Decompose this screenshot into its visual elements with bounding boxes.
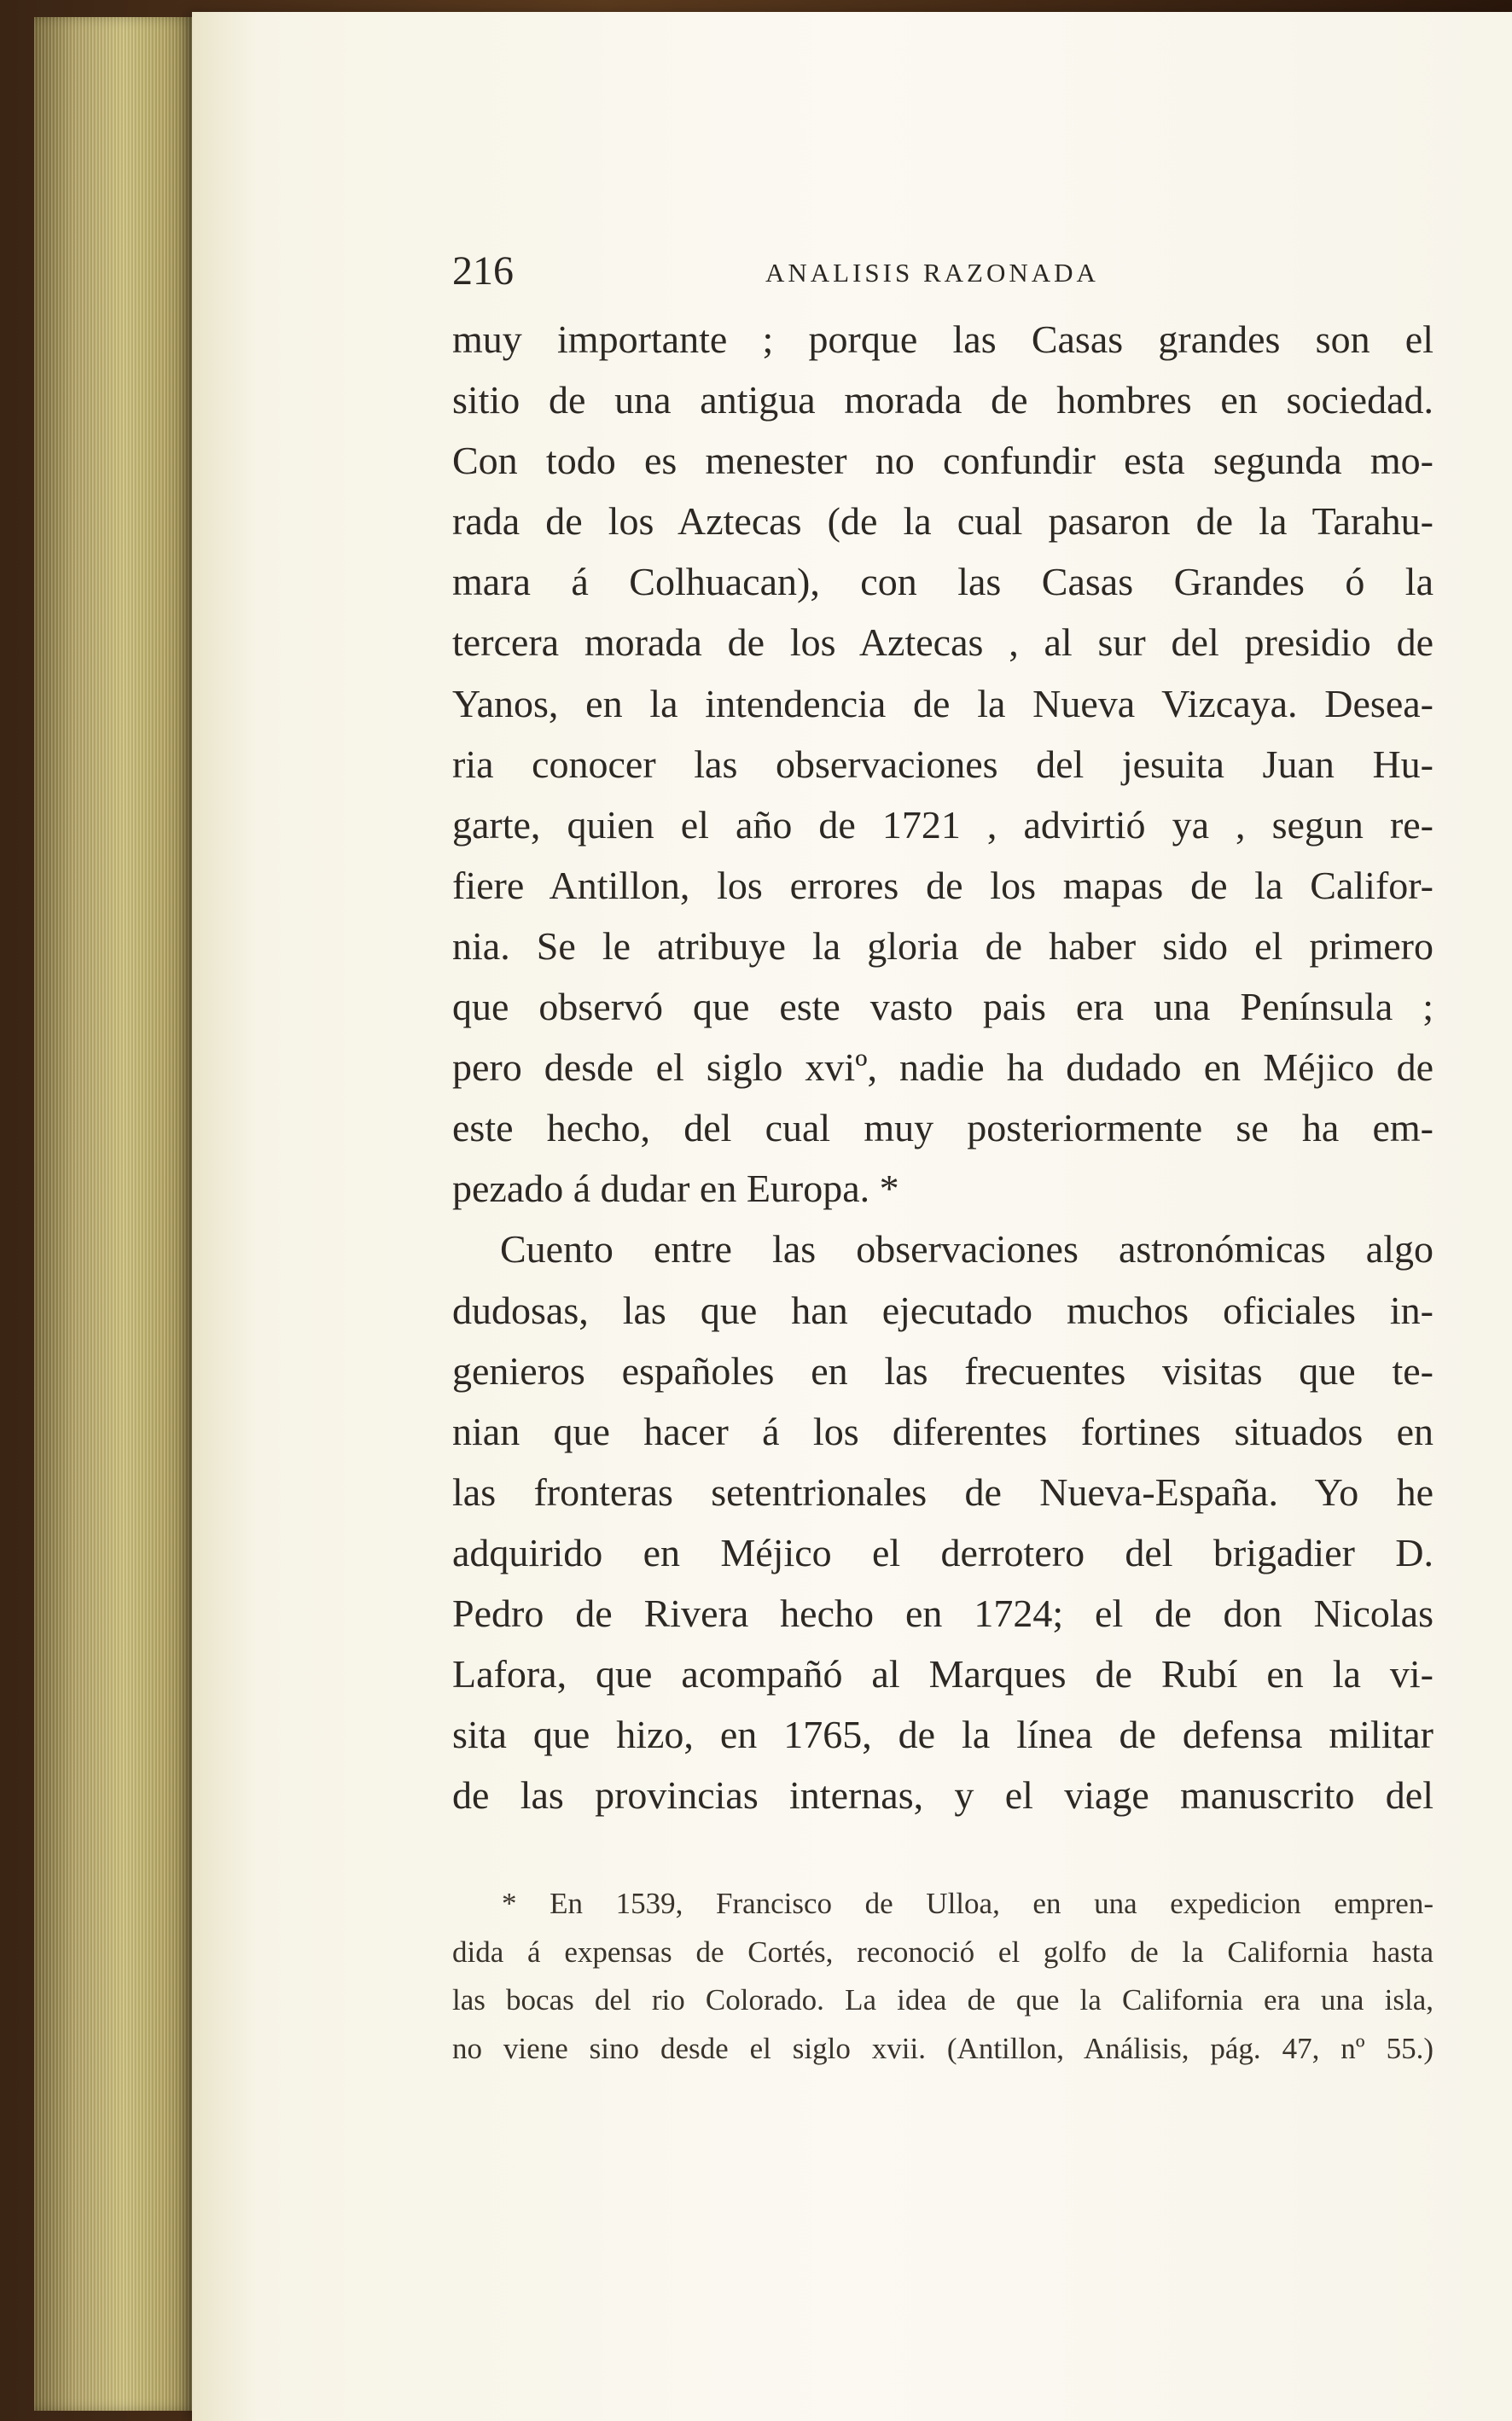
text-line: mara á Colhuacan), con las Casas Grandes ó la bbox=[452, 560, 1433, 604]
footnote-line: * En 1539, Francisco de Ulloa, en una expedicion empren- bbox=[502, 1887, 1433, 1920]
running-head bbox=[452, 246, 1442, 297]
text-line: muy importante ; porque las Casas grandes son el bbox=[452, 317, 1433, 361]
text-line: fiere Antillon, los errores de los mapas de la Califor- bbox=[452, 863, 1433, 907]
text-line: Yanos, en la intendencia de la Nueva Vizcaya. Desea- bbox=[452, 681, 1433, 725]
text-line: Cuento entre las observaciones astronómicas algo bbox=[500, 1227, 1433, 1272]
footnote-line: las bocas del rio Colorado. La idea de que la California era una isla, bbox=[452, 1983, 1433, 2017]
text-line: Con todo es menester no confundir esta segunda mo- bbox=[452, 439, 1433, 483]
text-line: pezado á dudar en Europa. * bbox=[452, 1167, 899, 1211]
text-line: este hecho, del cual muy posteriormente se ha em- bbox=[452, 1106, 1433, 1150]
text-line: nian que hacer á los diferentes fortines situados en bbox=[452, 1409, 1433, 1453]
text-line: dudosas, las que han ejecutado muchos oficiales in- bbox=[452, 1288, 1433, 1332]
page-number: 216 bbox=[452, 248, 514, 294]
text-line: nia. Se le atribuye la gloria de haber sido el primero bbox=[452, 923, 1433, 968]
text-line: tercera morada de los Aztecas , al sur del presidio de bbox=[452, 620, 1433, 665]
running-head-title: ANALISIS RAZONADA bbox=[765, 258, 1099, 288]
text-line: que observó que este vasto pais era una Península ; bbox=[452, 985, 1433, 1029]
body-text bbox=[452, 309, 1433, 1825]
footnote-line: dida á expensas de Cortés, reconoció el golfo de la California hasta bbox=[452, 1935, 1433, 1969]
text-line: sita que hizo, en 1765, de la línea de defensa militar bbox=[452, 1713, 1433, 1757]
text-line: de las provincias internas, y el viage manuscrito del bbox=[452, 1773, 1433, 1818]
text-line: las fronteras setentrionales de Nueva-España. Yo he bbox=[452, 1469, 1433, 1514]
footnote bbox=[452, 1880, 1433, 2073]
footnote-line: no viene sino desde el siglo xvii. (Antillon, Análisis, pág. 47, nº 55.) bbox=[452, 2031, 1433, 2065]
text-line: sitio de una antigua morada de hombres en sociedad. bbox=[452, 378, 1433, 422]
text-line: Lafora, que acompañó al Marques de Rubí en la vi- bbox=[452, 1652, 1433, 1696]
text-line: rada de los Aztecas (de la cual pasaron de la Tarahu- bbox=[452, 499, 1433, 544]
text-line: Pedro de Rivera hecho en 1724; el de don Nicolas bbox=[452, 1591, 1433, 1635]
text-line: pero desde el siglo xviº, nadie ha dudado en Méjico de bbox=[452, 1045, 1433, 1090]
text-line: ria conocer las observaciones del jesuita Juan Hu- bbox=[452, 742, 1433, 786]
page-edges bbox=[34, 17, 196, 2411]
text-line: genieros españoles en las frecuentes visitas que te- bbox=[452, 1348, 1433, 1393]
text-line: adquirido en Méjico el derrotero del brigadier D. bbox=[452, 1530, 1433, 1574]
text-line: garte, quien el año de 1721 , advirtió ya , segun re- bbox=[452, 802, 1433, 847]
